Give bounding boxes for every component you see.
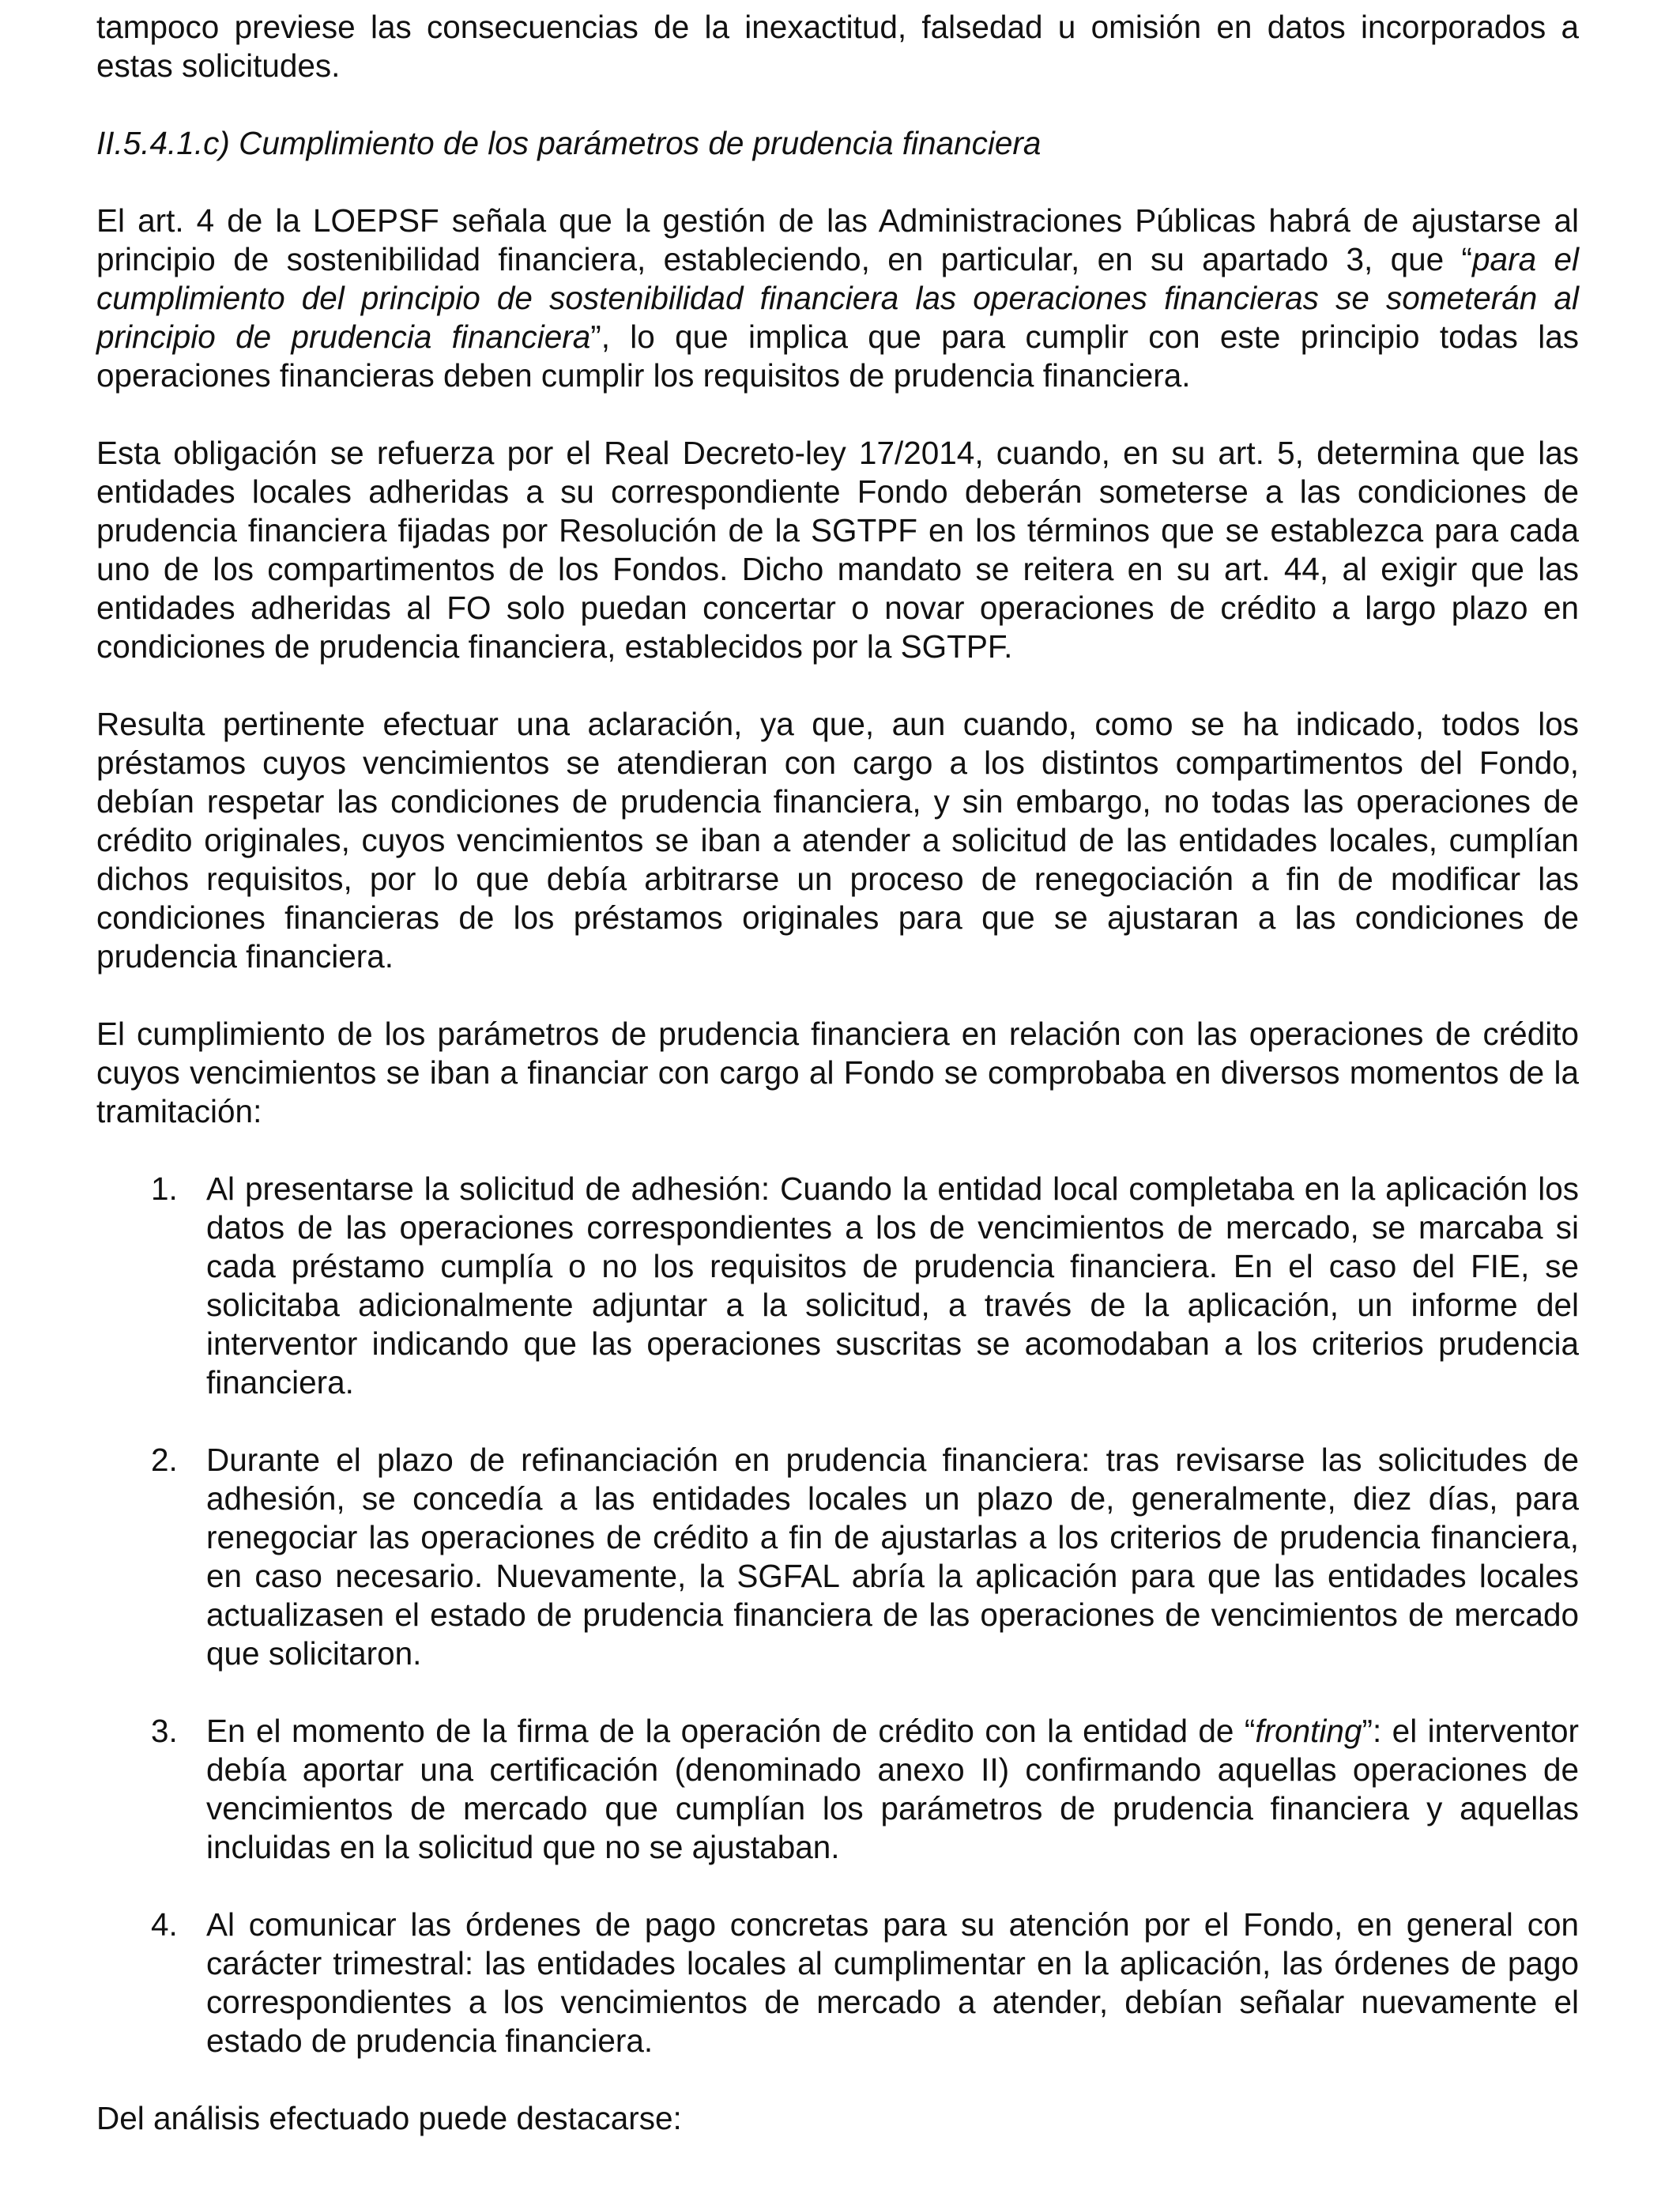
section-heading: II.5.4.1.c) Cumplimiento de los parámetros de prudencia financiera xyxy=(96,125,1042,161)
list-item-text: Al presentarse la solicitud de adhesión: Cuando la entidad local completaba en la aplicación los datos de las operaciones correspondientes a los de vencimientos de mercado, se marcaba si cada préstamo cumplía o no los requisitos de prudencia financiera. En el caso del FIE, se solicitaba adicionalmente adjuntar a la solicitud, a través de la aplicación, un informe del interventor indicando que las operaciones suscritas se acomodaban a los criterios prudencia financiera. xyxy=(206,1171,1579,1400)
paragraph-loepsf-before: El art. 4 de la LOEPSF señala que la gestión de las Administraciones Públicas habrá de ajustarse al principio de sostenibilidad financiera, estableciendo, en particular, en su apartado 3, que “ xyxy=(96,202,1579,277)
paragraph-aclaracion: Resulta pertinente efectuar una aclaración, ya que, aun cuando, como se ha indicado, todos los préstamos cuyos vencimientos se atendieran con cargo a los distintos compartimentos del Fondo, debían respetar las condiciones de prudencia financiera, y sin embargo, no todas las operaciones de crédito originales, cuyos vencimientos se iban a atender a solicitud de las entidades locales, cumplían dichos requisitos, por lo que debía arbitrarse un proceso de renegociación a fin de modificar las condiciones financieras de los préstamos originales para que se ajustaran a las condiciones de prudencia financiera. xyxy=(96,706,1579,974)
paragraph-loepsf-quote: para el cumplimiento del principio de sostenibilidad financiera las operaciones financieras se someterán al principio de prudencia financiera xyxy=(96,241,1579,355)
paragraph-real-decreto: Esta obligación se refuerza por el Real Decreto-ley 17/2014, cuando, en su art. 5, determina que las entidades locales adheridas a su correspondiente Fondo deberán someterse a las condiciones de prudencia financiera fijadas por Resolución de la SGTPF en los términos que se establezca para cada uno de los compartimentos de los Fondos. Dicho mandato se reitera en su art. 44, al exigir que las entidades adheridas al FO solo puedan concertar o novar operaciones de crédito a largo plazo en condiciones de prudencia financiera, establecidos por la SGTPF. xyxy=(96,435,1579,665)
document-page xyxy=(96,8,1579,2138)
list-item-text xyxy=(206,1712,1579,1867)
list-item-text-after: ”: el interventor debía aportar una certificación (denominado anexo II) confirmando aquellas operaciones de vencimientos de mercado que cumplían los parámetros de prudencia financiera y aquellas incluidas en la solicitud que no se ajustaban. xyxy=(206,1713,1579,1865)
list-item xyxy=(96,1906,1579,2060)
list-item-text-before: En el momento de la firma de la operación de crédito con la entidad de “ xyxy=(206,1713,1256,1749)
list-item-number: 3. xyxy=(151,1713,178,1749)
list-item xyxy=(96,1441,1579,1673)
list-item-number: 2. xyxy=(151,1442,178,1478)
paragraph-loepsf xyxy=(96,202,1579,395)
paragraph-cumplimiento: El cumplimiento de los parámetros de prudencia financiera en relación con las operaciones de crédito cuyos vencimientos se iban a financiar con cargo al Fondo se comprobaba en diversos momentos de la tramitación: xyxy=(96,1016,1579,1129)
list-item-text-emphasis: fronting xyxy=(1255,1713,1362,1749)
list-item-number: 1. xyxy=(151,1171,178,1207)
list-item xyxy=(96,1170,1579,1402)
list-item-text: Al comunicar las órdenes de pago concretas para su atención por el Fondo, en general con carácter trimestral: las entidades locales al cumplimentar en la aplicación, las órdenes de pago correspondientes a los vencimientos de mercado a atender, debían señalar nuevamente el estado de prudencia financiera. xyxy=(206,1906,1579,2059)
verification-moments-list xyxy=(96,1170,1579,2060)
paragraph-loepsf-after: ”, lo que implica que para cumplir con este principio todas las operaciones financieras deben cumplir los requisitos de prudencia financiera. xyxy=(96,319,1580,394)
closing-paragraph: Del análisis efectuado puede destacarse: xyxy=(96,2100,682,2136)
intro-paragraph: tampoco previese las consecuencias de la inexactitud, falsedad u omisión en datos incorporados a estas solicitudes. xyxy=(96,9,1579,84)
list-item-number: 4. xyxy=(151,1906,178,1943)
list-item-text: Durante el plazo de refinanciación en prudencia financiera: tras revisarse las solicitudes de adhesión, se concedía a las entidades locales un plazo de, generalmente, diez días, para renegociar las operaciones de crédito a fin de ajustarlas a los criterios de prudencia financiera, en caso necesario. Nuevamente, la SGFAL abría la aplicación para que las entidades locales actualizasen el estado de prudencia financiera de las operaciones de vencimientos de mercado que solicitaron. xyxy=(206,1442,1579,1672)
list-item xyxy=(96,1712,1579,1867)
